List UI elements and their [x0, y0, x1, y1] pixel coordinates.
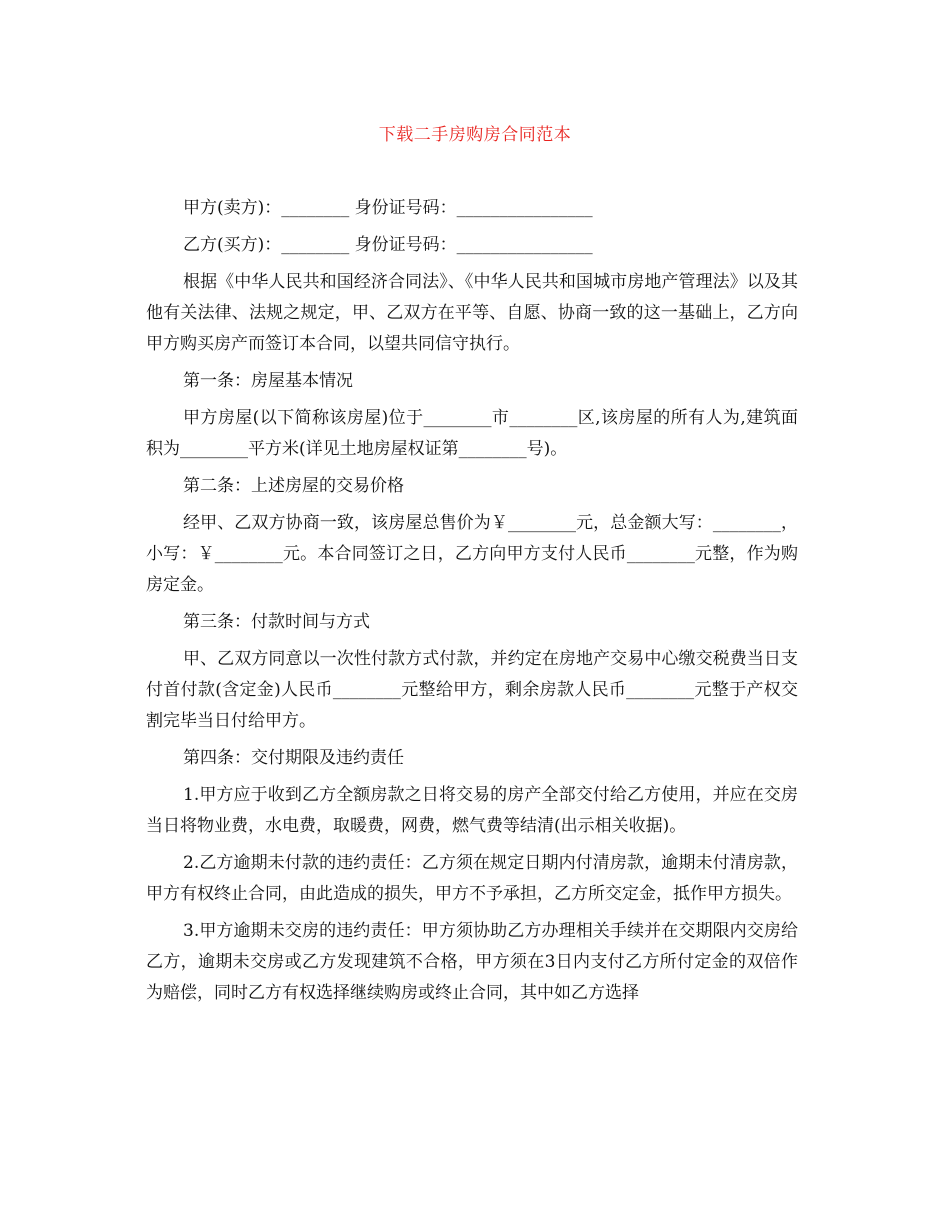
buyer-line: 乙方(买方)：________ 身份证号码：________________	[183, 235, 593, 255]
document-body	[146, 193, 798, 1009]
preamble-paragraph: 根据《中华人民共和国经济合同法》、《中华人民共和国城市房地产管理法》以及其他有关法律、法规之规定，甲、乙双方在平等、自愿、协商一致的这一基础上，乙方向甲方购买房产而签订本合同，以望共同信守执行。	[146, 272, 798, 354]
article-2-heading: 第二条：上述房屋的交易价格	[183, 476, 404, 496]
article-4-clause-3: 3.甲方逾期未交房的违约责任：甲方须协助乙方办理相关手续并在交期限内交房给乙方，逾期未交房或乙方发现建筑不合格，甲方须在3日内支付乙方所付定金的双倍作为赔偿，同时乙方有权选择继续购房或终止合同，其中如乙方选择	[146, 921, 798, 1003]
article-3-paragraph: 甲、乙双方同意以一次性付款方式付款，并约定在房地产交易中心缴交税费当日支付首付款(含定金)人民币________元整给甲方，剩余房款人民币________元整于产权交割完毕当日付给甲方。	[146, 649, 798, 731]
seller-line: 甲方(卖方)：________ 身份证号码：________________	[183, 198, 593, 218]
article-4-clause-2: 2.乙方逾期未付款的违约责任：乙方须在规定日期内付清房款，逾期未付清房款，甲方有权终止合同，由此造成的损失，甲方不予承担，乙方所交定金，抵作甲方损失。	[146, 853, 798, 904]
document-title: 下载二手房购房合同范本	[378, 125, 572, 145]
article-1-paragraph: 甲方房屋(以下简称该房屋)位于________市________区,该房屋的所有人为,建筑面积为________平方米(详见土地房屋权证第________号)。	[146, 408, 798, 459]
article-4-heading: 第四条：交付期限及违约责任	[183, 748, 404, 768]
article-4-clause-1: 1.甲方应于收到乙方全额房款之日将交易的房产全部交付给乙方使用，并应在交房当日将物业费，水电费，取暖费，网费，燃气费等结清(出示相关收据)。	[146, 785, 798, 836]
article-1-heading: 第一条：房屋基本情况	[183, 371, 353, 391]
article-2-paragraph: 经甲、乙双方协商一致，该房屋总售价为￥________元，总金额大写：________，小写：￥________元。本合同签订之日，乙方向甲方支付人民币________元整，作为购房定金。	[146, 513, 798, 595]
article-3-heading: 第三条：付款时间与方式	[183, 612, 370, 632]
